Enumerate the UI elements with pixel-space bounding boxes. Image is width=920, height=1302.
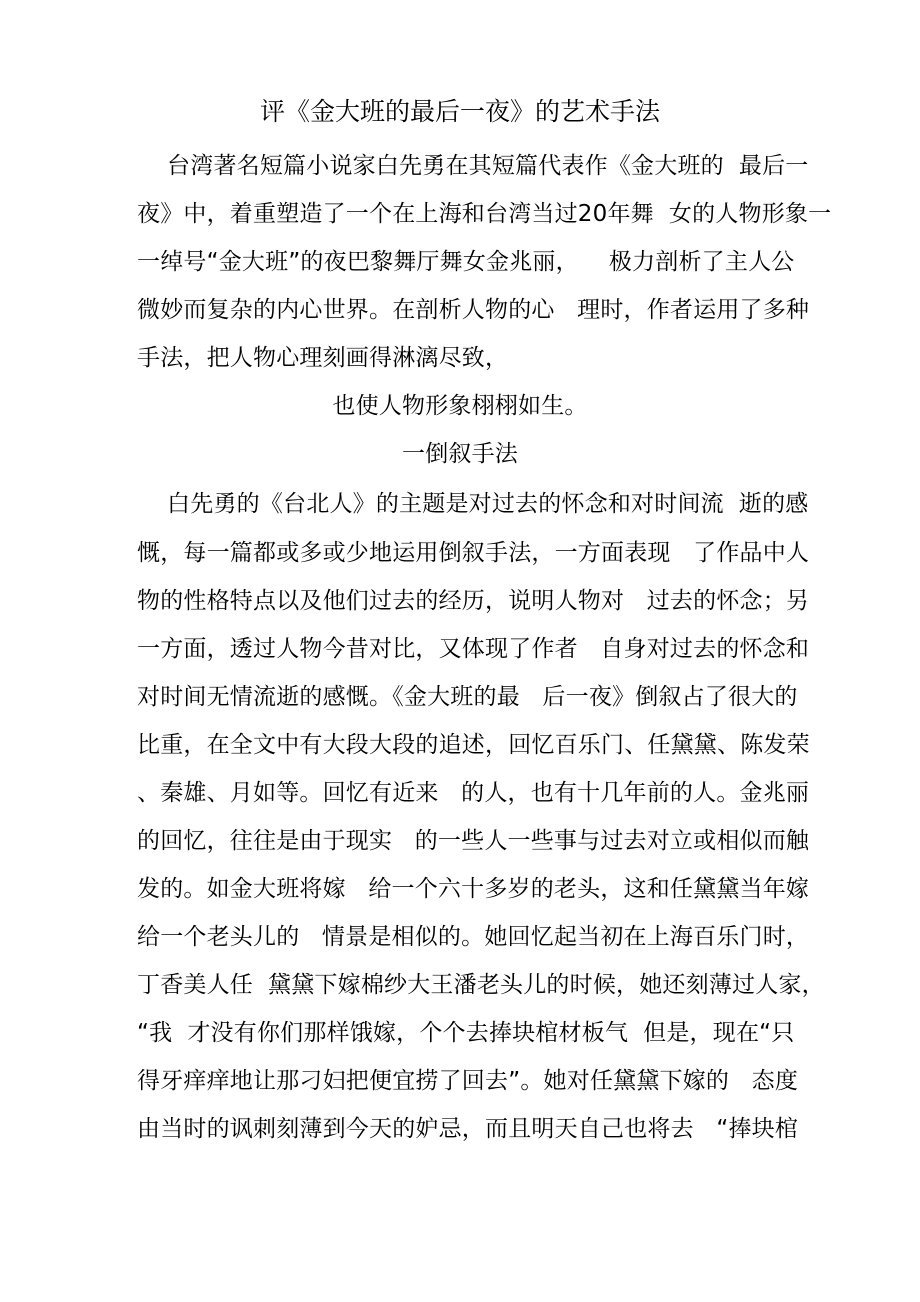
section-line: 慨，每一篇都或多或少地运用倒叙手法，一方面表现 了作品中人	[137, 540, 810, 566]
document-title: 评《金大班的最后一夜》的艺术手法	[259, 97, 660, 126]
section-line: 丁香美人任 黛黛下嫁棉纱大王潘老头儿的时候，她还刻薄过人家，	[137, 972, 825, 998]
section-line: 比重，在全文中有大段大段的追述，回忆百乐门、任黛黛、陈发荣	[137, 732, 810, 758]
intro-line: 微妙而复杂的内心世界。在剖析人物的心 理时，作者运用了多种	[137, 297, 810, 323]
section-line: 的回忆，往往是由于现实 的一些人一些事与过去对立或相似而触	[137, 828, 810, 854]
intro-line: 夜》中，着重塑造了一个在上海和台湾当过20年舞 女的人物形象一	[137, 201, 832, 227]
section-line: “我 才没有你们那样饿嫁，个个去捧块棺材板气 但是，现在“只	[137, 1020, 795, 1046]
intro-line: 台湾著名短篇小说家白先勇在其短篇代表作《金大班的 最后一	[137, 153, 809, 179]
section-line: 得牙痒痒地让那刁妇把便宜捞了回去”。她对任黛黛下嫁的 态度	[137, 1068, 799, 1094]
section-line: 由当时的讽刺刻薄到今天的妒忌，而且明天自己也将去 “捧块棺	[137, 1116, 799, 1142]
intro-line: 手法，把人物心理刻画得淋漓尽致，	[137, 345, 509, 371]
section-heading: 一倒叙手法	[402, 441, 518, 467]
section-line: 一方面，透过人物今昔对比，又体现了作者 自身对过去的怀念和	[137, 636, 810, 662]
section-line: 对时间无情流逝的感慨。《金大班的最 后一夜》倒叙占了很大的	[137, 684, 798, 710]
section-line: 给一个老头儿的 情景是相似的。她回忆起当初在上海百乐门时，	[137, 924, 810, 950]
intro-line: 一绰号“金大班”的夜巴黎舞厅舞女金兆丽， 极力剖析了主人公	[137, 249, 795, 275]
section-line: 白先勇的《台北人》的主题是对过去的怀念和对时间流 逝的感	[137, 491, 809, 517]
section-line: 、秦雄、月如等。回忆有近来 的人，也有十几年前的人。金兆丽	[137, 780, 810, 806]
intro-centered-line: 也使人物形象栩栩如生。	[332, 393, 588, 419]
section-line: 物的性格特点以及他们过去的经历，说明人物对 过去的怀念；另	[137, 588, 810, 614]
section-line: 发的。如金大班将嫁 给一个六十多岁的老头，这和任黛黛当年嫁	[137, 876, 810, 902]
